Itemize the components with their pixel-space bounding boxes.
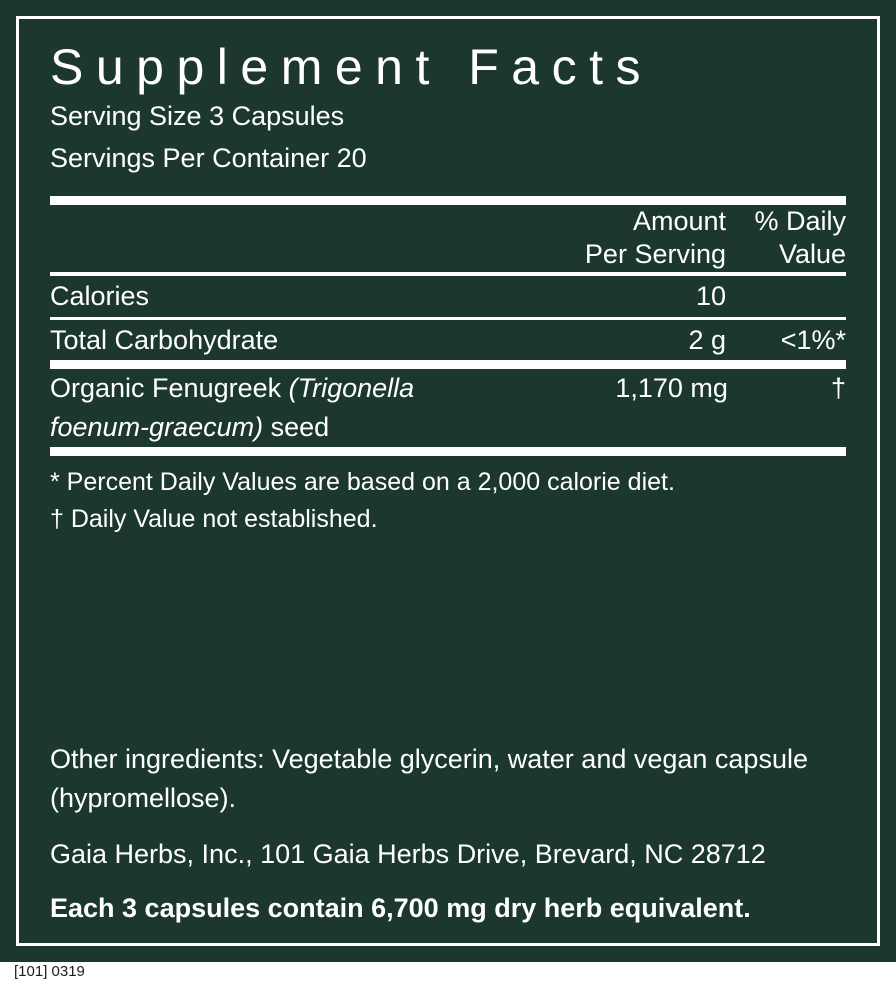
header-amount-line2: Per Serving — [584, 239, 726, 270]
company-address: Gaia Herbs, Inc., 101 Gaia Herbs Drive, Brevard, NC 28712 — [50, 839, 766, 870]
nutrient-amount: 2 g — [688, 324, 726, 355]
nutrient-rows-2 — [50, 320, 846, 361]
herb-rows — [50, 369, 846, 447]
header-daily-value — [726, 205, 846, 273]
spacer — [50, 180, 846, 196]
dry-herb-equivalent: Each 3 capsules contain 6,700 mg dry herb equivalent. — [50, 893, 751, 924]
nutrient-dv — [726, 276, 846, 317]
table-row — [50, 320, 846, 361]
footnotes — [50, 456, 846, 537]
table-header-row — [50, 205, 846, 273]
herb-name-part2: seed — [263, 412, 330, 443]
footnote-daily-values: * Percent Daily Values are based on a 2,000 calorie diet. — [50, 468, 675, 497]
herb-dv: † — [830, 373, 846, 404]
table-row — [50, 276, 846, 317]
other-ingredients: Other ingredients: Vegetable glycerin, water and vegan capsule (hypromellose). — [50, 744, 808, 814]
supplement-facts-content — [50, 30, 846, 537]
nutrient-rows — [50, 276, 846, 317]
print-code: [101] 0319 — [14, 963, 85, 980]
herb-latin-name: (Trigonella foenum-graecum) — [50, 373, 415, 443]
nutrient-dv: <1%* — [780, 324, 846, 355]
serving-size: Serving Size 3 Capsules — [50, 101, 345, 131]
divider-thick-bottom — [50, 447, 846, 456]
header-amount-per-serving — [496, 205, 726, 273]
herb-name-part1: Organic Fenugreek — [50, 373, 289, 404]
table-row — [50, 369, 846, 447]
header-amount-line1: Amount — [632, 205, 726, 236]
nutrition-table — [50, 205, 846, 273]
header-dv-line2: Value — [778, 239, 846, 270]
nutrient-name: Calories — [50, 281, 150, 312]
header-blank — [50, 205, 496, 273]
footnote-dv-not-established: † Daily Value not established. — [50, 504, 378, 533]
nutrient-amount: 10 — [695, 281, 726, 312]
nutrient-name: Total Carbohydrate — [50, 324, 279, 355]
herb-amount: 1,170 mg — [615, 373, 728, 404]
divider-thick-top — [50, 196, 846, 205]
divider-thick-middle — [50, 360, 846, 369]
header-dv-line1: % Daily — [754, 205, 846, 236]
below-panel-content — [50, 740, 860, 928]
servings-per-container: Servings Per Container 20 — [50, 142, 367, 173]
herb-name — [50, 369, 500, 447]
page-title: Supplement Facts — [50, 39, 653, 95]
